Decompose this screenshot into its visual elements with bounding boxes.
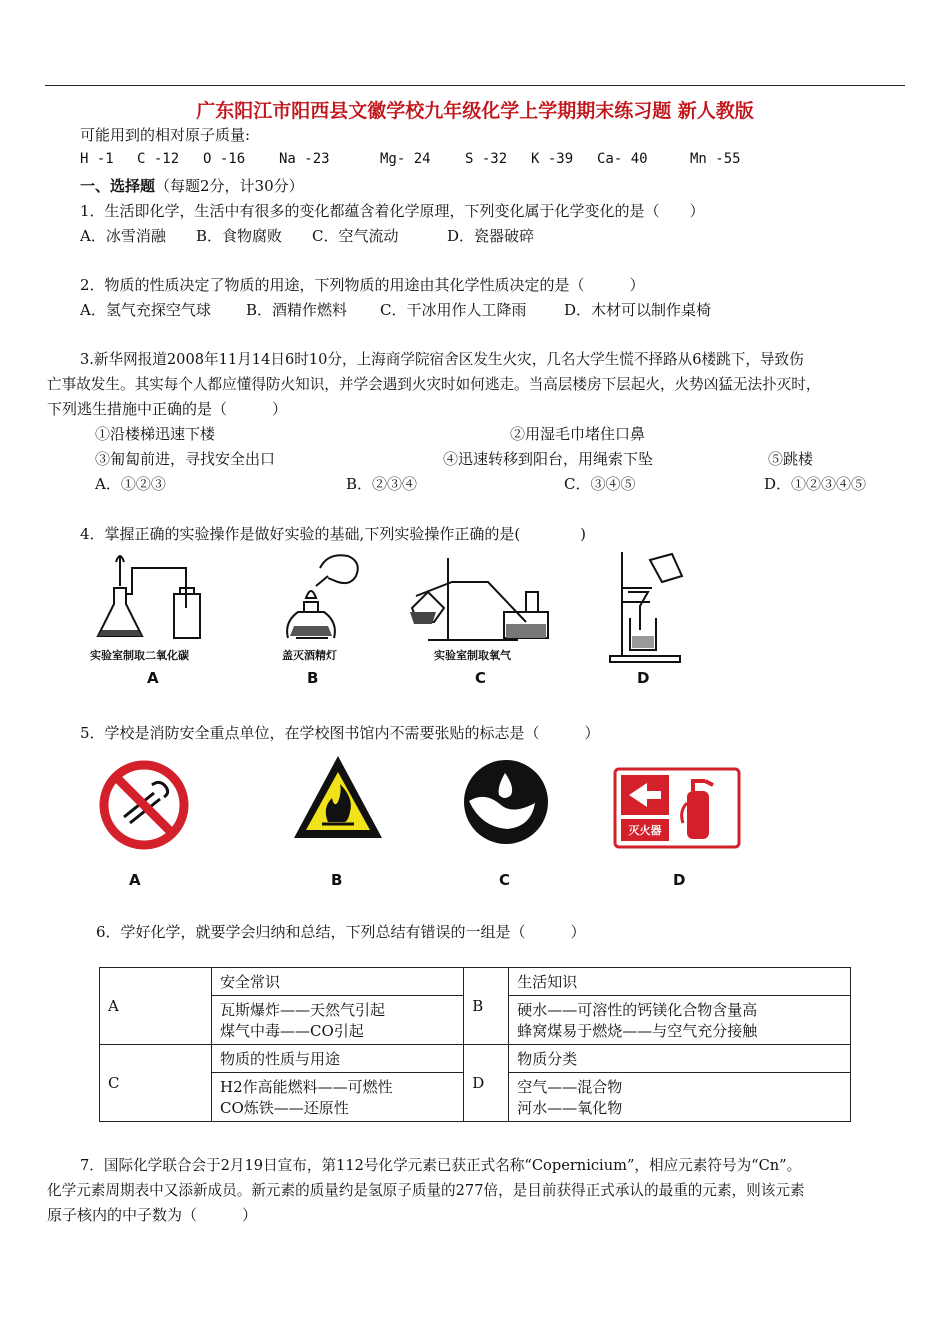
flammable-warning-sign-icon	[290, 752, 386, 844]
q6-cell-c-body	[212, 1073, 464, 1122]
q4-letter-b: B	[307, 669, 319, 687]
q3-measure-4: ④迅速转移到阳台，用绳索下坠	[443, 450, 654, 468]
q6-cell-c-line-2: CO炼铁——还原性	[220, 1099, 349, 1117]
q6-cell-d-line-1: 空气——混合物	[517, 1078, 623, 1096]
q6-cell-d-line-2: 河水——氧化物	[517, 1099, 623, 1117]
q1-option-c: C．空气流动	[312, 227, 399, 245]
mass-mg: Mg- 24	[380, 151, 431, 167]
q1-option-a: A．冰雪消融	[80, 227, 166, 245]
q4-stem: 4．掌握正确的实验操作是做好实验的基础,下列实验操作正确的是( )	[80, 525, 587, 543]
section-note: （每题2分，计30分）	[155, 177, 304, 195]
q6-row-label-b: B	[464, 968, 509, 1045]
q6-row-label-c: C	[100, 1045, 212, 1122]
q6-cell-a-body	[212, 996, 464, 1045]
mass-s: S -32	[465, 151, 508, 167]
q4-letter-d: D	[637, 669, 650, 687]
q2-stem: 2．物质的性质决定了物质的用途，下列物质的用途由其化学性质决定的是（ ）	[80, 276, 645, 294]
q5-letter-d: D	[673, 871, 686, 889]
section-title: 一、选择题	[80, 177, 156, 195]
mass-o: O -16	[203, 151, 246, 167]
q1-option-d: D．瓷器破碎	[447, 227, 535, 245]
q1-option-b: B．食物腐败	[196, 227, 283, 245]
filtration-figure	[600, 548, 690, 663]
page-title: 广东阳江市阳西县文徽学校九年级化学上学期期末练习题 新人教版	[196, 100, 754, 122]
q6-cell-d-head: 物质分类	[509, 1045, 851, 1073]
q6-cell-b-head: 生活知识	[509, 968, 851, 996]
q6-cell-a-line-1: 瓦斯爆炸——天然气引起	[220, 1001, 386, 1019]
q6-cell-b-line-1: 硬水——可溶性的钙镁化合物含量高	[517, 1001, 758, 1019]
mass-k: K -39	[531, 151, 574, 167]
q6-summary-table	[99, 967, 851, 1122]
q4-letter-c: C	[475, 669, 487, 687]
q3-line-2: 亡事故发生。其实每个人都应懂得防火知识，并学会遇到火灾时如何逃走。当高层楼房下层起火，火势凶猛无法扑灭时，	[47, 376, 821, 393]
q3-measure-3: ③匍匐前进，寻找安全出口	[95, 450, 276, 468]
oxygen-apparatus-figure	[408, 552, 558, 644]
q4-letter-a: A	[147, 669, 159, 687]
mass-ca: Ca- 40	[597, 151, 648, 167]
q3-option-d: D．①②③④⑤	[764, 475, 867, 493]
q3-option-a: A．①②③	[95, 475, 166, 493]
q2-option-a: A．氢气充探空气球	[80, 301, 211, 319]
q4-caption-a: 实验室制取二氧化碳	[90, 649, 189, 662]
q6-cell-a-head: 安全常识	[212, 968, 464, 996]
q6-row-label-a: A	[100, 968, 212, 1045]
q2-option-d: D．木材可以制作桌椅	[564, 301, 712, 319]
q6-stem: 6．学好化学，就要学会归纳和总结，下列总结有错误的一组是（ ）	[96, 923, 586, 941]
section-heading	[80, 175, 304, 196]
q3-measure-2: ②用湿毛巾堵住口鼻	[510, 425, 646, 443]
q6-cell-d-body	[509, 1073, 851, 1122]
q6-cell-c-head: 物质的性质与用途	[212, 1045, 464, 1073]
q3-line-3: 下列逃生措施中正确的是（ ）	[47, 400, 288, 418]
q2-option-c: C．干冰用作人工降雨	[380, 301, 527, 319]
q7-line-1: 7．国际化学联合会于2月19日宣布，第112号化学元素已获正式名称“Copernicium”，相应元素符号为“Cn”。	[80, 1157, 802, 1174]
q5-letter-b: B	[331, 871, 343, 889]
no-smoking-sign-icon	[96, 757, 192, 853]
q4-caption-b: 盖灭酒精灯	[282, 649, 337, 662]
q3-line-1: 3.新华网报道2008年11月14日6时10分，上海商学院宿舍区发生火灾，几名大学生慌不择路从6楼跳下，导致伤	[80, 351, 804, 368]
q4-caption-c: 实验室制取氧气	[434, 649, 511, 662]
q5-letter-a: A	[129, 871, 141, 889]
q1-stem: 1．生活即化学，生活中有很多的变化都蕴含着化学原理，下列变化属于化学变化的是（ ）	[80, 202, 705, 220]
water-saving-sign-icon	[461, 757, 551, 847]
alcohol-lamp-figure	[258, 542, 368, 642]
co2-apparatus-figure	[92, 548, 212, 643]
q3-option-c: C．③④⑤	[564, 475, 636, 493]
mass-c: C -12	[137, 151, 180, 167]
q3-measure-5: ⑤跳楼	[768, 450, 814, 468]
top-rule	[45, 85, 905, 86]
q2-option-b: B．酒精作燃料	[246, 301, 348, 319]
q3-option-b: B．②③④	[346, 475, 418, 493]
mass-na: Na -23	[279, 151, 330, 167]
extinguisher-sign-text: 灭火器	[628, 824, 662, 837]
mass-mn: Mn -55	[690, 151, 741, 167]
q5-letter-c: C	[499, 871, 511, 889]
q6-row-label-d: D	[464, 1045, 509, 1122]
q7-line-3: 原子核内的中子数为（ ）	[47, 1206, 258, 1224]
q6-cell-a-line-2: 煤气中毒——CO引起	[220, 1022, 364, 1040]
atomic-mass-label: 可能用到的相对原子质量:	[80, 126, 251, 144]
mass-h: H -1	[80, 151, 114, 167]
q6-cell-c-line-1: H2作高能燃料——可燃性	[220, 1078, 393, 1096]
q6-cell-b-body	[509, 996, 851, 1045]
q7-line-2: 化学元素周期表中又添新成员。新元素的质量约是氢原子质量的277倍，是目前获得正式承认的最重的元素，则该元素	[47, 1182, 805, 1199]
q5-stem: 5．学校是消防安全重点单位，在学校图书馆内不需要张贴的标志是（ ）	[80, 724, 600, 742]
q3-measure-1: ①沿楼梯迅速下楼	[95, 425, 216, 443]
q6-cell-b-line-2: 蜂窝煤易于燃烧——与空气充分接触	[517, 1022, 758, 1040]
